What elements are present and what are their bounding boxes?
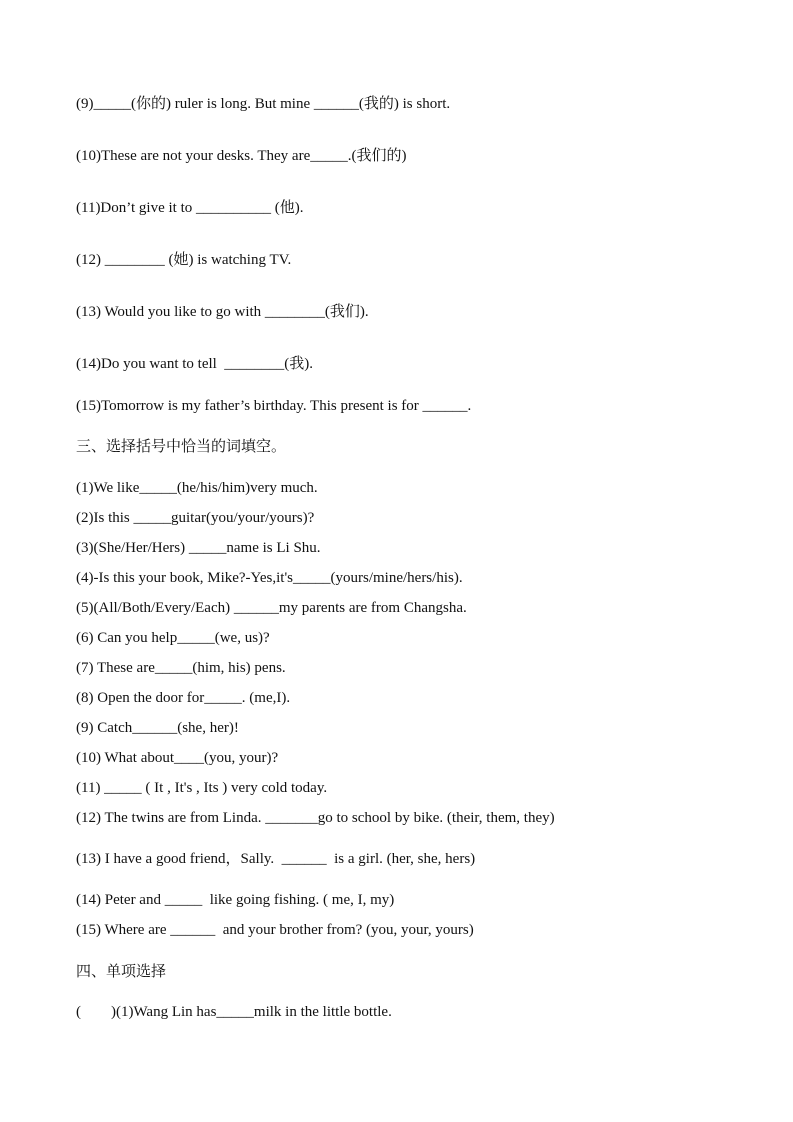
section-3-heading: 三、选择括号中恰当的词填空。 [76, 437, 287, 455]
fill-item-13: (13) Would you like to go with ________(我们). [76, 304, 369, 320]
choice-item-12: (12) The twins are from Linda. _______go to school by bike. (their, them, they) [76, 810, 555, 826]
choice-item-4: (4)-Is this your book, Mike?-Yes,it's_____(yours/mine/hers/his). [76, 570, 463, 586]
fill-item-14: (14)Do you want to tell ________(我). [76, 356, 314, 372]
choice-item-7: (7) These are_____(him, his) pens. [76, 660, 286, 676]
fill-item-9: (9)_____(你的) ruler is long. But mine ______(我的) is short. [76, 96, 451, 112]
choice-item-1: (1)We like_____(he/his/him)very much. [76, 480, 318, 496]
mc-item-1: ( )(1)Wang Lin has_____milk in the little bottle. [76, 1004, 392, 1020]
choice-item-15: (15) Where are ______ and your brother from? (you, your, yours) [76, 922, 474, 938]
choice-item-8: (8) Open the door for_____. (me,I). [76, 690, 291, 706]
choice-item-9: (9) Catch______(she, her)! [76, 720, 239, 736]
section-4-heading: 四、单项选择 [76, 962, 167, 980]
choice-item-5: (5)(All/Both/Every/Each) ______my parents are from Changsha. [76, 600, 467, 616]
choice-item-3: (3)(She/Her/Hers) _____name is Li Shu. [76, 540, 321, 556]
choice-item-10: (10) What about____(you, your)? [76, 750, 279, 766]
choice-item-13: (13) I have a good friend，Sally. ______ is a girl. (her, she, hers) [76, 851, 476, 867]
choice-item-2: (2)Is this _____guitar(you/your/yours)? [76, 510, 315, 526]
choice-item-14: (14) Peter and _____ like going fishing. ( me, I, my) [76, 892, 395, 908]
fill-item-12: (12) ________ (她) is watching TV. [76, 252, 292, 268]
fill-item-10: (10)These are not your desks. They are_____.(我们的) [76, 148, 407, 164]
choice-item-6: (6) Can you help_____(we, us)? [76, 630, 270, 646]
fill-item-11: (11)Don’t give it to __________ (他). [76, 200, 304, 216]
fill-item-15: (15)Tomorrow is my father’s birthday. This present is for ______. [76, 398, 472, 414]
choice-item-11: (11) _____ ( It , It's , Its ) very cold today. [76, 780, 328, 796]
